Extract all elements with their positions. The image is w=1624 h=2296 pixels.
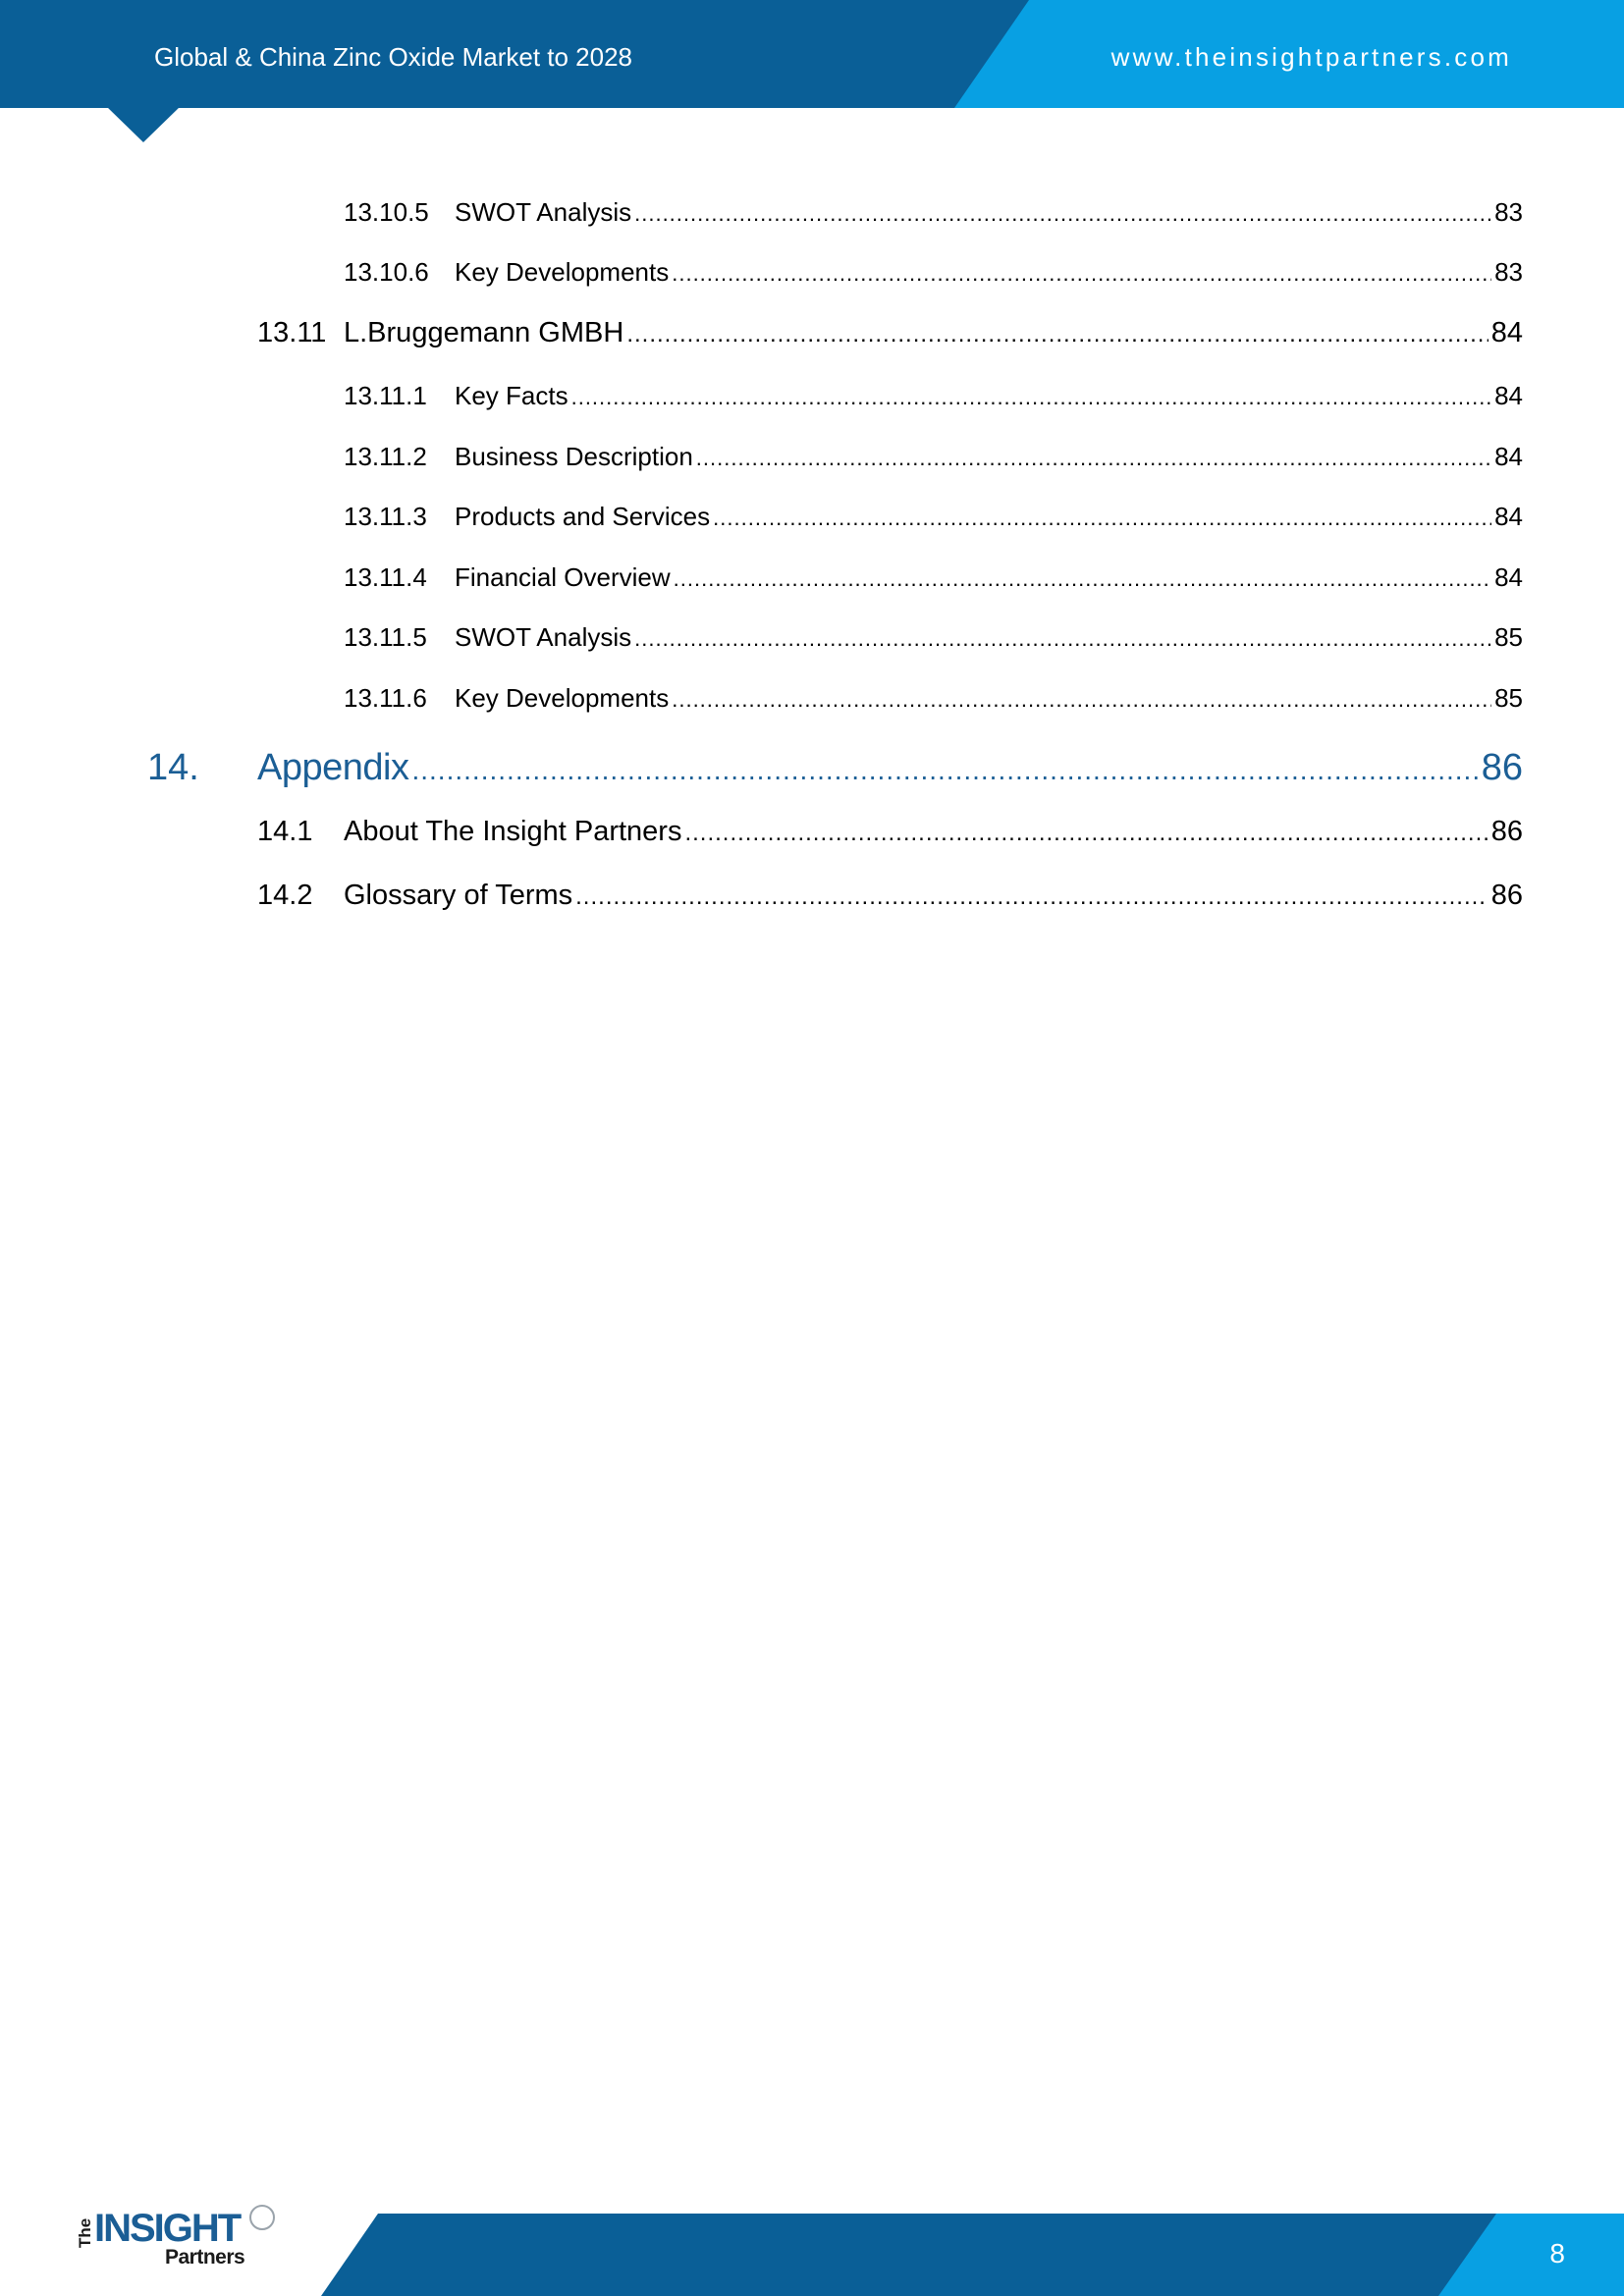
toc-entry[interactable]: [344, 619, 1523, 655]
toc-entry-number: 13.11.2: [344, 442, 427, 471]
toc-entry[interactable]: [344, 560, 1523, 595]
toc-entry-label: SWOT Analysis: [455, 197, 632, 227]
toc-entry[interactable]: [344, 254, 1523, 290]
toc-entry-number: 14.1: [257, 816, 313, 847]
toc-entry-label: Glossary of Terms: [344, 880, 573, 911]
toc-dot-leader: [696, 441, 1491, 476]
toc-dot-leader: [634, 196, 1491, 232]
toc-entry-label: Key Developments: [455, 257, 670, 287]
toc-entry[interactable]: [147, 742, 1523, 793]
toc-dot-leader: [634, 621, 1491, 657]
toc-entry-number: 14.: [147, 747, 199, 788]
toc-entry-page: 86: [1490, 816, 1523, 847]
toc-entry[interactable]: [344, 499, 1523, 534]
toc-entry-label: L.Bruggemann GMBH: [344, 317, 624, 348]
logo-insight-text: INSIGHT: [94, 2207, 241, 2250]
toc-entry-label: Appendix: [257, 747, 409, 788]
insight-partners-logo: [75, 2205, 291, 2283]
toc-entry-label: SWOT Analysis: [455, 622, 632, 652]
toc-entry-page: 85: [1494, 622, 1523, 652]
toc-dot-leader: [411, 745, 1478, 796]
document-title: Global & China Zinc Oxide Market to 2028: [154, 42, 633, 72]
toc-dot-leader: [626, 315, 1488, 354]
toc-entry-number: 13.11: [257, 317, 327, 348]
toc-entry-number: 14.2: [257, 880, 313, 911]
toc-entry[interactable]: [257, 812, 1523, 851]
page-header: [0, 0, 1624, 142]
toc-entry-label: Products and Services: [455, 502, 711, 531]
toc-entry[interactable]: [344, 680, 1523, 716]
toc-dot-leader: [672, 256, 1491, 292]
toc-entry-number: 13.11.6: [344, 683, 427, 713]
toc-entry-page: 84: [1494, 442, 1523, 471]
toc-dot-leader: [684, 814, 1488, 853]
toc-entry-label: Key Developments: [455, 683, 670, 713]
toc-entry[interactable]: [257, 876, 1523, 915]
toc-dot-leader: [672, 682, 1491, 718]
toc-entry-page: 86: [1481, 747, 1523, 788]
toc-entry-number: 13.11.4: [344, 562, 427, 592]
toc-entry-number: 13.11.5: [344, 622, 427, 652]
toc-dot-leader: [575, 878, 1489, 917]
toc-entry-page: 84: [1490, 317, 1523, 348]
toc-entry-page: 83: [1494, 257, 1523, 287]
toc-entry-page: 84: [1494, 562, 1523, 592]
toc-entry-page: 84: [1494, 381, 1523, 410]
toc-entry-page: 86: [1490, 880, 1523, 911]
toc-entry[interactable]: [344, 194, 1523, 230]
toc-entry-number: 13.10.6: [344, 257, 429, 287]
toc-entry-page: 85: [1494, 683, 1523, 713]
toc-entry-number: 13.11.3: [344, 502, 427, 531]
toc-entry-label: Business Description: [455, 442, 693, 471]
toc-entry-page: 83: [1494, 197, 1523, 227]
toc-entry-number: 13.11.1: [344, 381, 427, 410]
toc-entry-label: About The Insight Partners: [344, 816, 682, 847]
page-number: 8: [1549, 2238, 1565, 2269]
toc-entry-number: 13.10.5: [344, 197, 429, 227]
logo-partners-text: Partners: [165, 2246, 245, 2269]
toc-entry-label: Financial Overview: [455, 562, 671, 592]
toc-entry[interactable]: [344, 378, 1523, 413]
toc-dot-leader: [674, 561, 1491, 597]
toc-entry[interactable]: [344, 439, 1523, 474]
toc-dot-leader: [571, 380, 1491, 415]
toc-entry-label: Key Facts: [455, 381, 568, 410]
toc-dot-leader: [713, 501, 1491, 536]
toc-entry-page: 84: [1494, 502, 1523, 531]
website-url: www.theinsightpartners.com: [1110, 42, 1512, 72]
logo-ring-icon: [249, 2205, 275, 2230]
logo-the-text: The: [76, 2217, 94, 2248]
toc-entry[interactable]: [257, 313, 1523, 352]
